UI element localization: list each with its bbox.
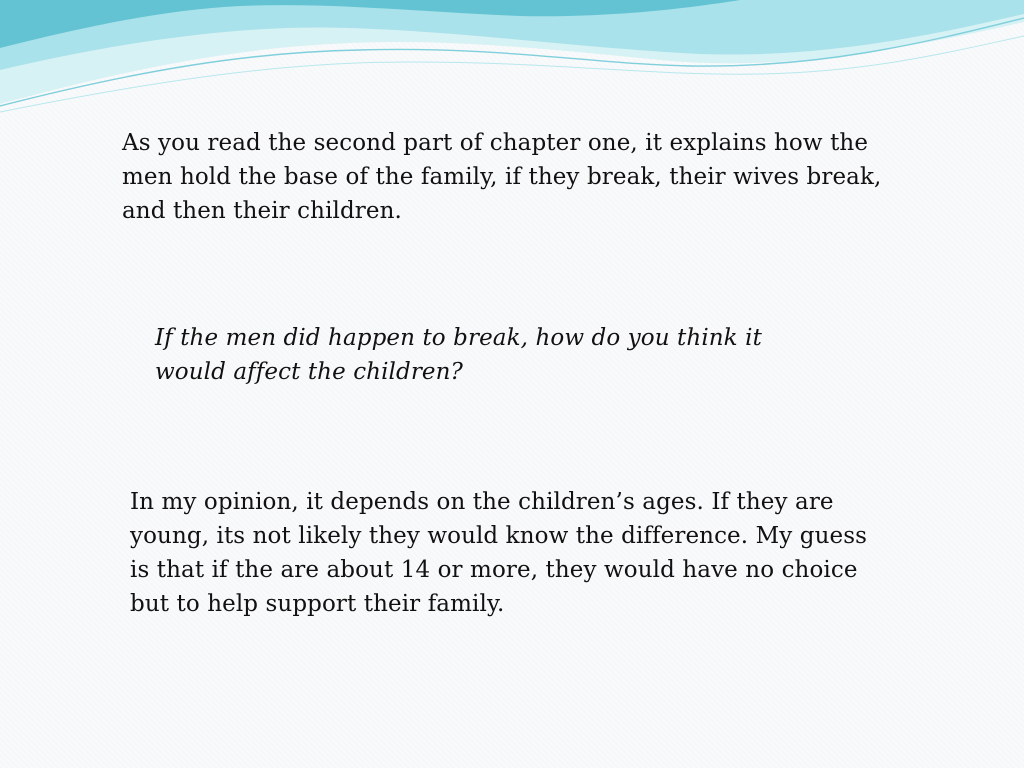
intro-paragraph: As you read the second part of chapter one, it explains how the men hold the base of the family, if they break, their wives break, and then their children.	[122, 130, 882, 224]
question-paragraph: If the men did happen to break, how do you think it would affect the children?	[155, 325, 762, 385]
decorative-wave-header	[0, 0, 1024, 120]
answer-paragraph: In my opinion, it depends on the children’s ages. If they are young, its not likely they would know the difference. My guess is that if the are about 14 or more, they would have no choice but to help support their family.	[130, 489, 867, 617]
